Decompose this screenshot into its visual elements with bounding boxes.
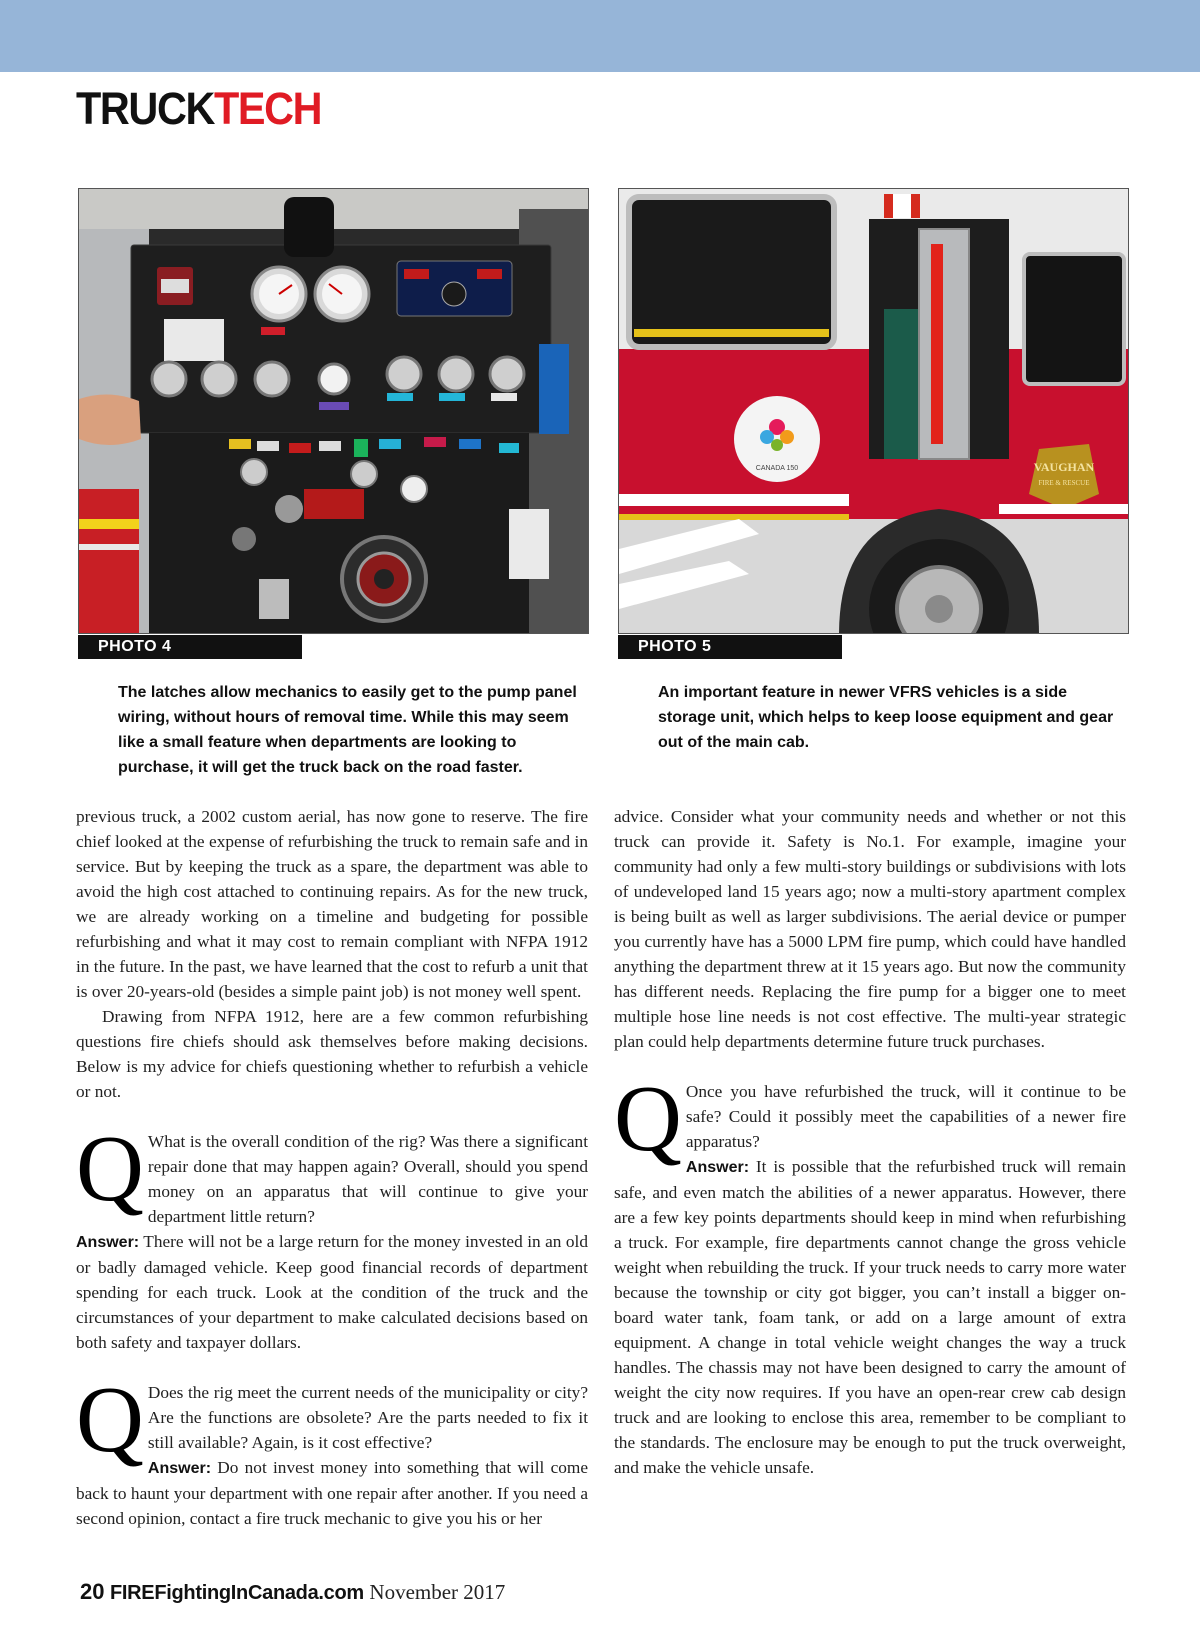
photo-pump-panel xyxy=(78,188,589,634)
answer-label: Answer: xyxy=(76,1234,140,1251)
article-paragraph: Drawing from NFPA 1912, here are a few common refurbishing questions fire chiefs should ask themselves before making decisions. Below is my advice for chiefs questioning whether to refurbish a vehicle or not. xyxy=(76,1007,588,1101)
qa-block xyxy=(76,1117,588,1355)
door-emblem-line1: VAUGHAN xyxy=(1033,460,1095,474)
answer-text: Do not invest money into something that will come back to haunt your department with one repair after another. If you need a second opinion, contact a fire truck mechanic to give you his or her xyxy=(76,1458,588,1528)
question-text: Does the rig meet the current needs of the municipality or city? Are the functions are obsolete? Are the parts needed to fix it still available? Again, is it cost effective? xyxy=(147,1383,588,1452)
answer-text: There will not be a large return for the money invested in an old or badly damaged vehicle. Keep good financial records of department spending for each truck. Look at the condition of the truck and the circumstances of your department to make calculated decisions based on both safety and taxpayer dollars. xyxy=(76,1232,588,1352)
canada-150-badge-text: CANADA 150 xyxy=(755,465,799,472)
answer-text: It is possible that the refurbished truck will remain safe, and even match the abilities of a newer apparatus. However, there are a few key points departments should keep in mind when refurbishing a truck. For example, fire departments cannot change the gross vehicle weight when rebuilding the truck. If your truck needs to carry more water because the township or city got bigger, you can’t install a bigger on-board water tank, foam tank, or add on a large amount of extra equipment. A change in total vehicle weight changes the way a truck handles. The chassis may not have been designed to carry the amount of weight the city now requires. If you have an open-rear crew cab design truck and are looking to enclose this area, remember to be compliant to the standards. The enclosure may be enough to put the truck overweight, and make the vehicle unsafe. xyxy=(614,1157,1126,1477)
page-number: 20 xyxy=(80,1579,105,1604)
drop-cap-q: Q xyxy=(76,1117,144,1221)
article-column-right xyxy=(614,804,1126,1480)
page-footer xyxy=(80,1578,505,1607)
photo-4-label: PHOTO 4 xyxy=(78,635,302,659)
footer-date: November 2017 xyxy=(369,1580,506,1604)
question-text: What is the overall condition of the rig? Was there a significant repair done that may happen again? Overall, should you spend money on an apparatus that will continue to give your department little return? xyxy=(147,1132,588,1226)
drop-cap-q: Q xyxy=(76,1368,144,1472)
answer-label: Answer: xyxy=(685,1159,750,1176)
qa-block xyxy=(76,1368,588,1531)
top-color-band xyxy=(0,0,1200,72)
photo-4-caption: The latches allow mechanics to easily get to the pump panel wiring, without hours of removal time. While this may seem like a small feature when departments are looking to purchase, it will get the truck back on the road faster. xyxy=(118,684,577,776)
section-header xyxy=(76,84,321,134)
header-brand-part1: TRUCK xyxy=(76,83,214,134)
header-brand-part2: TECH xyxy=(213,83,322,134)
answer xyxy=(76,1455,588,1531)
article-paragraph: previous truck, a 2002 custom aerial, has now gone to reserve. The fire chief looked at the expense of refurbishing the truck to remain safe and in service. But by keeping the truck as a spare, the department was able to avoid the high cost attached to continuing repairs. As for the new truck, we are already working on a timeline and budgeting for possible refurbishing and what it may cost to remain compliant with NFPA 1912 in the future. In the past, we have learned that the cost to refurb a unit that is over 20-years-old (besides a simple paint job) is not money well spent. xyxy=(76,807,588,1001)
door-emblem-line2: FIRE & RESCUE xyxy=(1038,479,1090,487)
qa-block xyxy=(614,1067,1126,1480)
article-paragraph: advice. Consider what your community needs and whether or not this truck can provide it. Safety is No.1. For example, imagine your community had only a few multi-story buildings or subdivisions with lots of undeveloped land 15 years ago; now a multi-story apartment complex is being built as well as larger subdivisions. The aerial device or pumper you currently have has a 5000 LPM fire pump, which could have handled anything the department threw at it 15 years ago. But now the community has different needs. Replacing the fire pump for a bigger one to meet multiple hose line needs is not cost effective. The multi-year strategic plan could help departments determine future truck purchases. xyxy=(614,807,1126,1051)
photo-5-caption: An important feature in newer VFRS vehicles is a side storage unit, which helps to keep loose equipment and gear out of the main cab. xyxy=(658,684,1114,751)
footer-site: FIREFightingInCanada.com xyxy=(109,1582,364,1604)
question-text: Once you have refurbished the truck, will it continue to be safe? Could it possibly meet the capabilities of a newer fire apparatus? xyxy=(685,1082,1126,1151)
article-column-left xyxy=(76,804,588,1531)
answer-label: Answer: xyxy=(147,1460,212,1477)
answer xyxy=(76,1229,588,1355)
photo-truck-side xyxy=(618,188,1129,634)
question xyxy=(76,1117,588,1229)
answer xyxy=(614,1154,1126,1480)
drop-cap-q: Q xyxy=(614,1067,682,1171)
truck-side-illustration xyxy=(619,189,1129,634)
photo-5-label: PHOTO 5 xyxy=(618,635,842,659)
pump-panel-illustration xyxy=(79,189,589,634)
